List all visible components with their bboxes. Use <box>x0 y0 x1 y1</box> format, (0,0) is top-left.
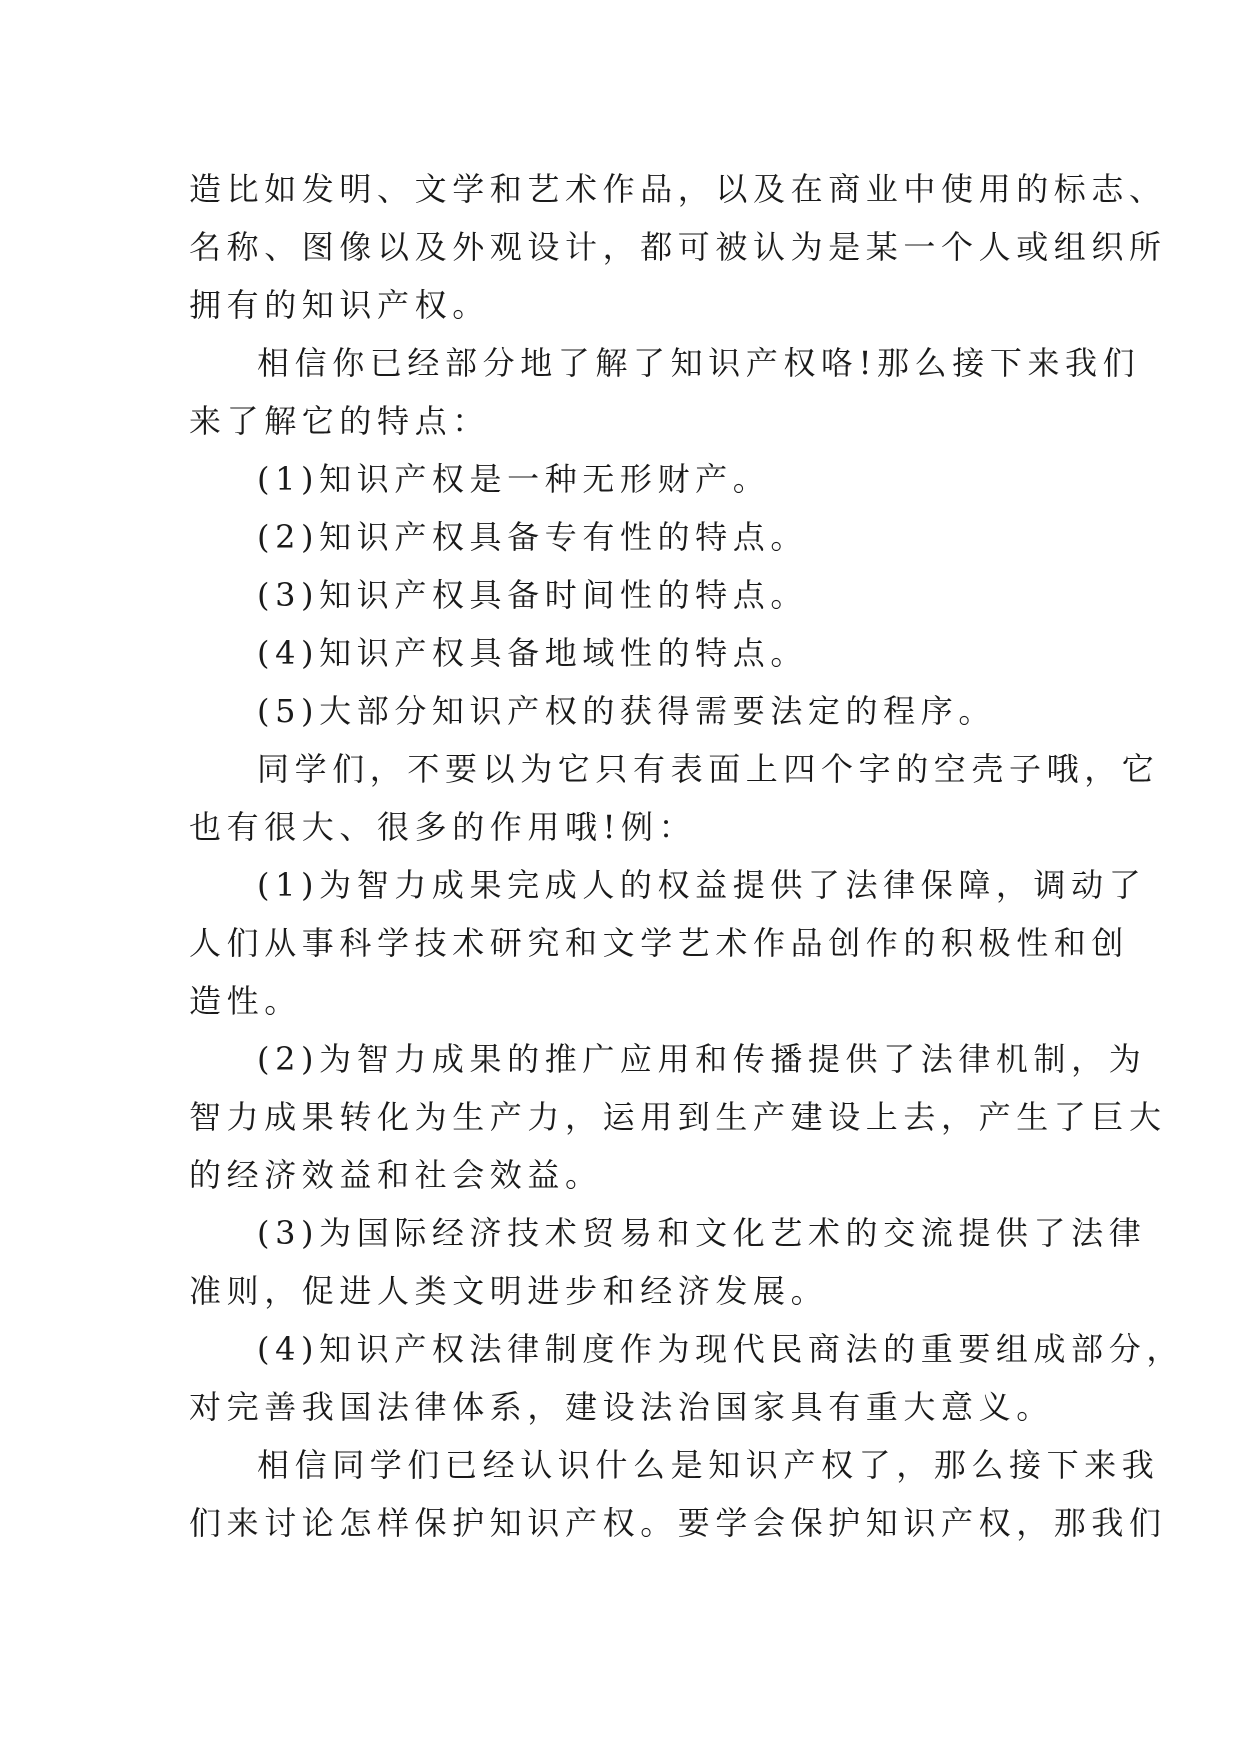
paragraph-first-line: (2)为智力成果的推广应用和传播提供了法律机制，为 <box>257 1040 1147 1078</box>
list-item: (3)知识产权具备时间性的特点。 <box>257 576 808 614</box>
list-item: (4)知识产权具备地域性的特点。 <box>257 634 808 672</box>
text-line: 名称、图像以及外观设计，都可被认为是某一个人或组织所 <box>189 228 1167 266</box>
text-line: 对完善我国法律体系，建设法治国家具有重大意义。 <box>189 1388 1054 1426</box>
text-line: 人们从事科学技术研究和文学艺术作品创作的积极性和创 <box>189 924 1130 962</box>
text-line: 造比如发明、文学和艺术作品，以及在商业中使用的标志、 <box>189 170 1167 208</box>
paragraph-first-line: (4)知识产权法律制度作为现代民商法的重要组成部分， <box>257 1330 1184 1368</box>
text-line: 们来讨论怎样保护知识产权。要学会保护知识产权，那我们 <box>189 1504 1167 1542</box>
paragraph-first-line: (3)为国际经济技术贸易和文化艺术的交流提供了法律 <box>257 1214 1147 1252</box>
text-line: 造性。 <box>189 982 302 1020</box>
text-line: 也有很大、很多的作用哦!例： <box>189 808 697 846</box>
paragraph-first-line: (1)为智力成果完成人的权益提供了法律保障，调动了 <box>257 866 1147 904</box>
list-item: (1)知识产权是一种无形财产。 <box>257 460 771 498</box>
text-line: 拥有的知识产权。 <box>189 286 490 324</box>
paragraph-first-line: 同学们，不要以为它只有表面上四个字的空壳子哦，它 <box>257 750 1160 788</box>
text-line: 来了解它的特点： <box>189 402 490 440</box>
list-item: (2)知识产权具备专有性的特点。 <box>257 518 808 556</box>
list-item: (5)大部分知识产权的获得需要法定的程序。 <box>257 692 996 730</box>
text-line: 的经济效益和社会效益。 <box>189 1156 603 1194</box>
paragraph-first-line: 相信你已经部分地了解了知识产权咯!那么接下来我们 <box>257 344 1141 382</box>
paragraph-first-line: 相信同学们已经认识什么是知识产权了，那么接下来我 <box>257 1446 1160 1484</box>
text-line: 准则，促进人类文明进步和经济发展。 <box>189 1272 829 1310</box>
text-line: 智力成果转化为生产力，运用到生产建设上去，产生了巨大 <box>189 1098 1167 1136</box>
